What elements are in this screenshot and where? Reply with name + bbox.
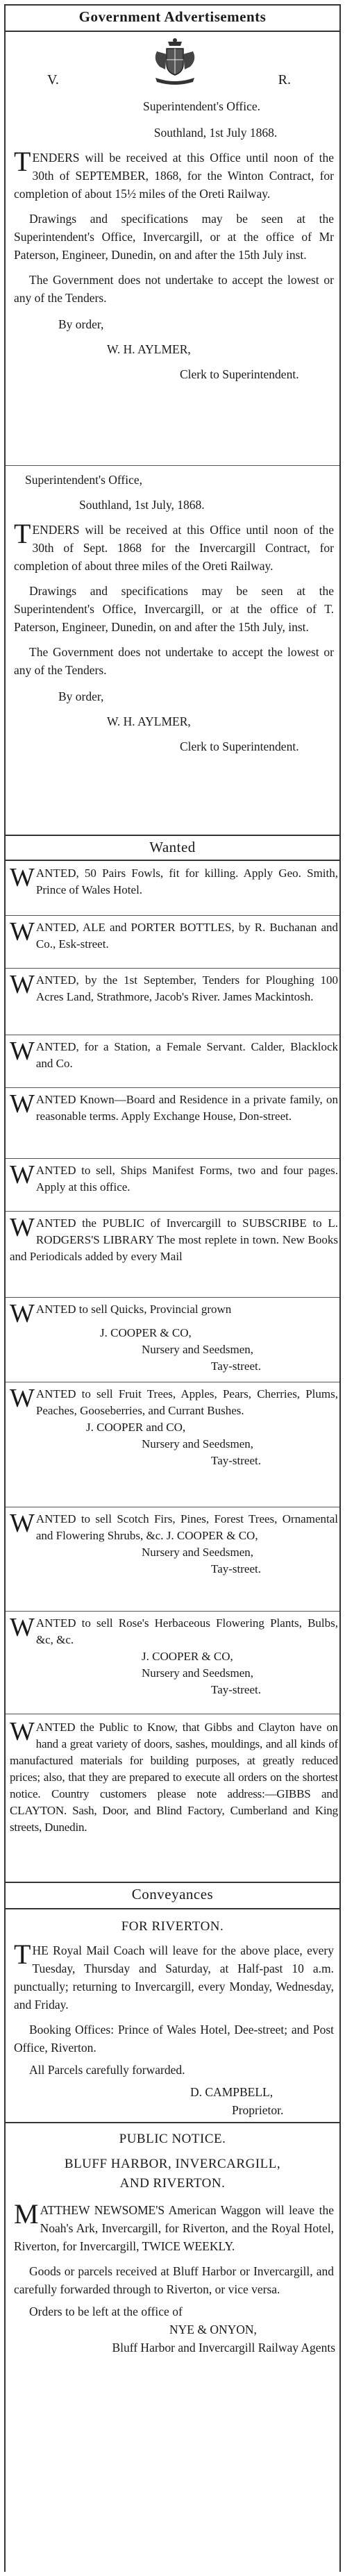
by-order: By order, — [58, 689, 104, 703]
drop-cap: M — [14, 2198, 39, 2230]
office-line: Superintendent's Office, — [25, 473, 143, 487]
signer: W. H. AYLMER, — [107, 714, 191, 728]
ad-signer-line: Tay-street. — [211, 1562, 261, 1575]
drop-cap: T — [14, 1939, 31, 1970]
ad-paragraph: All Parcels carefully forwarded. — [29, 2063, 185, 2077]
by-order: By order, — [58, 317, 104, 331]
drop-cap: W — [10, 1613, 35, 1642]
wanted-ad — [6, 972, 342, 1005]
drop-cap: W — [10, 1037, 35, 1066]
ad-text: ANTED, for a Station, a Female Servant. Calder, Blacklock and Co. — [35, 1040, 338, 1070]
drop-cap: T — [14, 146, 31, 177]
signer-title: Clerk to Superintendent. — [180, 367, 299, 381]
rule — [6, 465, 339, 466]
rule — [6, 1297, 339, 1298]
rule — [6, 2122, 339, 2123]
newspaper-column — [4, 4, 341, 2572]
rule — [6, 860, 339, 861]
riverton-title: FOR RIVERTON. — [121, 1919, 224, 1934]
ad-text: ATTHEW NEWSOME'S American Waggon will leave the Noah's Ark, Invercargill, for Riverton, and the Royal Hotel, Riverton, for Invercargill, TWICE WEEKLY. — [14, 2203, 334, 2253]
drop-cap: W — [10, 1299, 35, 1328]
wanted-ad — [6, 1301, 342, 1375]
wanted-ad — [6, 1719, 342, 1836]
wanted-ad — [6, 1215, 342, 1265]
ad-text: ANTED to sell Scotch Firs, Pines, Forest Trees, Ornamental and Flowering Shrubs, &c. J. COOPER & CO, — [35, 1512, 338, 1542]
drop-cap: W — [10, 1717, 35, 1746]
government-notice-invercargill — [6, 471, 342, 755]
section-header-government: Government Advertisements — [78, 8, 267, 25]
signer: D. CAMPBELL, — [190, 2085, 274, 2099]
signer-title: Proprietor. — [232, 2103, 284, 2117]
drop-cap: W — [10, 917, 35, 946]
ad-text: ANTED to sell Rose's Herbaceous Flowering Plants, Bulbs, &c, &c. — [35, 1616, 338, 1646]
ad-text: ANTED the PUBLIC of Invercargill to SUBSCRIBE to L. RODGERS'S LIBRARY The most replete in town. New Books and Periodicals added by every Mail — [10, 1216, 338, 1263]
rule — [6, 835, 339, 836]
crest-letter-r: R. — [278, 72, 291, 87]
drop-cap: W — [10, 1384, 35, 1413]
signer-title: Clerk to Superintendent. — [180, 739, 299, 753]
ad-signer-line: Tay-street. — [211, 1454, 261, 1467]
notice-paragraph — [14, 146, 334, 203]
ad-paragraph — [14, 1941, 334, 2014]
ad-signer-line: Nursery and Seedsmen, — [142, 1546, 253, 1559]
wanted-ad — [6, 1039, 342, 1072]
drop-cap: W — [10, 1160, 35, 1189]
ad-text: ANTED, 50 Pairs Fowls, fit for killing. Apply Geo. Smith, Prince of Wales Hotel. — [35, 867, 338, 896]
signer-title: Bluff Harbor and Invercargill Railway Agents — [112, 2341, 335, 2355]
signer: W. H. AYLMER, — [107, 342, 191, 356]
notice-paragraph: Drawings and specifications may be seen at the Superintendent's Office, Invercargill, or at the office of Mr Paterson, Engineer, Dunedin, on and after the 15th July inst. — [14, 212, 334, 262]
drop-cap: W — [10, 970, 35, 999]
rule — [6, 1211, 339, 1212]
office-line: Superintendent's Office. — [142, 99, 261, 113]
wanted-ad — [6, 865, 342, 898]
wanted-ad — [6, 1511, 342, 1578]
rule — [6, 968, 339, 969]
drop-cap: W — [10, 863, 35, 892]
crest-letter-v: V. — [47, 72, 59, 87]
drop-cap: T — [14, 518, 31, 549]
public-notice-subtitle: AND RIVERTON. — [119, 2176, 226, 2191]
ad-paragraph: Booking Offices: Prince of Wales Hotel, Dee-street; and Post Office, Riverton. — [14, 2023, 334, 2055]
rule — [6, 1158, 339, 1159]
top-rule — [6, 4, 339, 6]
ad-signer-line: Nursery and Seedsmen, — [142, 1437, 253, 1450]
ad-text: ANTED the Public to Know, that Gibbs and Clayton have on hand a great variety of doors, sashes, mouldings, and all kinds of manufactured materials for building purposes, at greatly reduced prices; also, that they are prepared to execute all orders on the shortest notice. Country customers please note address:—GIBBS and CLAYTON. Sash, Door, and Blind Factory, Cumberland and King streets, Dunedin. — [10, 1721, 338, 1834]
wanted-ad — [6, 919, 342, 953]
ad-text: ANTED to sell Quicks, Provincial grown — [35, 1303, 232, 1316]
wanted-ad — [6, 1615, 342, 1698]
ad-signer: J. COOPER and CO, — [86, 1421, 186, 1434]
notice-text: ENDERS will be received at this Office until noon of the 30th of SEPTEMBER, 1868, for the Winton Contract, for completion of about 15½ miles of the Oreti Railway. — [14, 151, 334, 201]
rule — [6, 1882, 339, 1883]
notice-text: ENDERS will be received at this Office until noon of the 30th of Sept. 1868 for the Invercargill Contract, for completion of about three miles of the Oreti Railway. — [14, 523, 334, 573]
wanted-ad — [6, 1386, 342, 1469]
royal-coat-of-arms-icon — [151, 37, 199, 86]
ad-paragraph — [14, 2198, 334, 2255]
ad-signer-line: Nursery and Seedsmen, — [142, 1343, 253, 1356]
notice-paragraph — [14, 518, 334, 575]
ad-text: ANTED Known—Board and Residence in a private family, on reasonable terms. Apply Exchange House, Don-street. — [35, 1093, 338, 1123]
dateline: Southland, 1st July 1868. — [153, 126, 278, 140]
rule — [6, 1908, 339, 1909]
government-notice-winton — [6, 97, 342, 383]
wanted-ad — [6, 1162, 342, 1196]
rule — [6, 1611, 339, 1612]
ad-text: ANTED, by the 1st September, Tenders for Ploughing 100 Acres Land, Strathmore, Jacob's River. James Mackintosh. — [35, 973, 338, 1003]
section-header-conveyances: Conveyances — [131, 1886, 214, 1902]
ad-signer: J. COOPER & CO, — [142, 1650, 233, 1663]
ad-signer-line: Nursery and Seedsmen, — [142, 1666, 253, 1680]
ad-signer-line: Tay-street. — [211, 1360, 261, 1373]
notice-paragraph: The Government does not undertake to accept the lowest or any of the Tenders. — [14, 273, 334, 305]
drop-cap: W — [10, 1089, 35, 1119]
rule — [6, 1087, 339, 1088]
notice-paragraph: Drawings and specifications may be seen at the Superintendent's Office, Invercargill, or at the office of T. Paterson, Engineer, Dunedin, on and after the 15th July, inst. — [14, 584, 334, 634]
riverton-coach-ad — [6, 1941, 342, 2119]
rule — [6, 915, 339, 916]
royal-crest-row — [6, 32, 339, 93]
drop-cap: W — [10, 1509, 35, 1538]
ad-signer-line: Tay-street. — [211, 1683, 261, 1696]
ad-signer: J. COOPER & CO, — [100, 1326, 192, 1339]
ad-text: ANTED to sell, Ships Manifest Forms, two and four pages. Apply at this office. — [35, 1164, 338, 1194]
ad-text: ANTED, ALE and PORTER BOTTLES, by R. Buchanan and Co., Esk-street. — [35, 921, 338, 951]
ad-text: HE Royal Mail Coach will leave for the above place, every Tuesday, Thursday and Saturday, at Half-past 10 a.m. punctually; returning to Invercargill, every Monday, Wednesday, and Friday. — [14, 1943, 334, 2012]
signer: NYE & ONYON, — [169, 2323, 257, 2336]
ad-text: ANTED to sell Fruit Trees, Apples, Pears, Cherries, Plums, Peaches, Gooseberries, and Currant Bushes. — [35, 1387, 338, 1417]
ad-paragraph: Orders to be left at the office of — [29, 2305, 183, 2318]
notice-paragraph: The Government does not undertake to accept the lowest or any of the Tenders. — [14, 645, 334, 677]
dateline: Southland, 1st July, 1868. — [79, 498, 205, 512]
drop-cap: W — [10, 1213, 35, 1242]
section-header-wanted: Wanted — [149, 839, 196, 855]
ad-paragraph: Goods or parcels received at Bluff Harbor or Invercargill, and carefully forwarded through to Riverton, or vice versa. — [14, 2264, 334, 2296]
wanted-ad — [6, 1089, 342, 1125]
public-notice-subtitle: BLUFF HARBOR, INVERCARGILL, — [64, 2157, 281, 2171]
waggon-ad — [6, 2198, 342, 2357]
public-notice-title: PUBLIC NOTICE. — [119, 2132, 226, 2146]
